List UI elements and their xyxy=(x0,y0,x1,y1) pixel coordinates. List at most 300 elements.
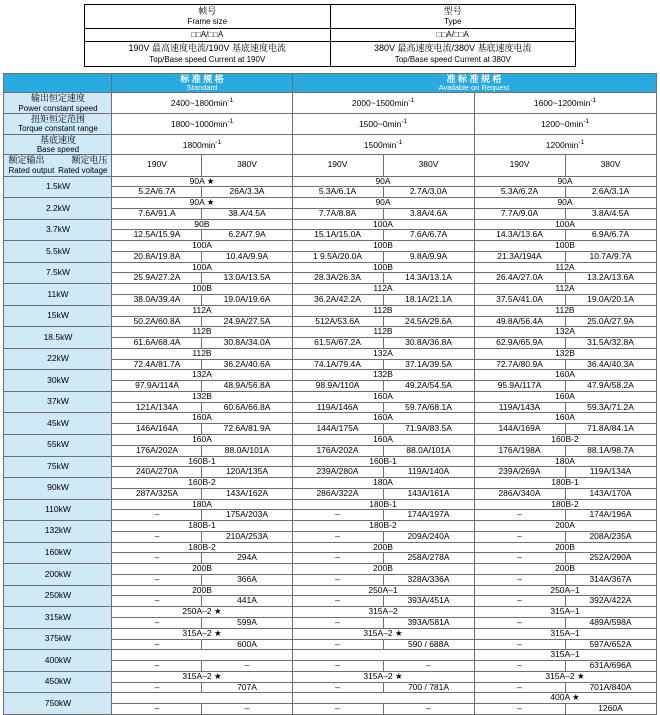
current-value-6: 36.4A/40.3A xyxy=(565,359,656,370)
output-label: 750kW xyxy=(4,693,112,715)
current-value-3: 286A/322A xyxy=(292,488,383,499)
label-base-speed: 基底速度 Base speed xyxy=(4,134,112,155)
table-row-frame xyxy=(4,305,656,316)
current-value-5: 119A/143A xyxy=(474,402,565,413)
current-value-1: 72.4A/81.7A xyxy=(112,359,202,370)
output-label: 250kW xyxy=(4,585,112,607)
output-label: 11kW xyxy=(4,284,112,306)
current-value-6: 31.5A/32.8A xyxy=(565,338,656,349)
current-value-2: 48.9A/56.8A xyxy=(202,381,292,392)
frame-req2: 400A ★ xyxy=(474,693,656,704)
current-value-6: 174A/196A xyxy=(565,510,656,521)
frame-req2: 315A–1 xyxy=(474,650,656,661)
current-value-6: 13.2A/13.6A xyxy=(565,273,656,284)
current-value-5: – xyxy=(474,617,565,628)
current-value-2: 36.2A/40.6A xyxy=(202,359,292,370)
current-380v-en: Top/Base speed Current at 380V xyxy=(394,54,511,64)
output-label: 75kW xyxy=(4,456,112,478)
frame-standard: 100A xyxy=(112,241,292,252)
frame-standard: 200B xyxy=(112,585,292,596)
frame-standard: 100A xyxy=(112,262,292,273)
base-speed-standard: $1800\min^{-1}$ xyxy=(112,134,292,155)
power-constant-speed-req2: $1600\sim 1200\min^{-1}$ xyxy=(474,93,656,114)
output-label: 18.5kW xyxy=(4,327,112,349)
current-value-4: 393A/451A xyxy=(383,596,474,607)
current-value-1: – xyxy=(112,596,202,607)
current-value-2: 707A xyxy=(202,682,292,693)
current-value-5: – xyxy=(474,574,565,585)
table-row-frame xyxy=(4,564,656,575)
frame-req1: 90A xyxy=(292,198,474,209)
current-value-4: 24.5A/29.6A xyxy=(383,316,474,327)
table-row-frame xyxy=(4,348,656,359)
output-label: 450kW xyxy=(4,671,112,693)
frame-size-header-en: Frame size xyxy=(187,17,228,27)
frame-req2: 112A xyxy=(474,262,656,273)
frame-req2: 180B-2 xyxy=(474,499,656,510)
current-value-2: 600A xyxy=(202,639,292,650)
current-value-6: 631A/696A xyxy=(565,661,656,672)
current-value-3: – xyxy=(292,553,383,564)
current-value-2: 294A xyxy=(202,553,292,564)
power-constant-speed-req1: $2000\sim 1500\min^{-1}$ xyxy=(292,93,474,114)
output-label: 55kW xyxy=(4,434,112,456)
current-value-6: 3.8A/4.5A xyxy=(565,208,656,219)
current-value-5: 72.7A/80.9A xyxy=(474,359,565,370)
frame-req1: 315A–2 ★ xyxy=(292,628,474,639)
frame-standard: 180A xyxy=(112,499,292,510)
current-value-6: 1260A xyxy=(565,704,656,715)
current-value-4: 9.8A/9.9A xyxy=(383,251,474,262)
frame-standard: 180B-2 xyxy=(112,542,292,553)
current-value-4: 2.7A/3.0A xyxy=(383,187,474,198)
torque-constant-range-standard: $1800\sim 1000\min^{-1}$ xyxy=(112,114,292,135)
current-value-6: 701A/840A xyxy=(565,682,656,693)
current-value-5: – xyxy=(474,531,565,542)
current-value-2: 175A/203A xyxy=(202,510,292,521)
current-value-3: – xyxy=(292,510,383,521)
table-row-frame xyxy=(4,521,656,532)
table-row-frame xyxy=(4,370,656,381)
current-value-4: 119A/140A xyxy=(383,467,474,478)
current-value-6: 6.9A/6.7A xyxy=(565,230,656,241)
type-header xyxy=(330,5,576,29)
frame-code-1: □□A/□□A xyxy=(85,29,331,42)
current-value-3: 36.2A/42.2A xyxy=(292,295,383,306)
current-value-2: 143A/162A xyxy=(202,488,292,499)
table-row-frame xyxy=(4,607,656,618)
current-value-3: 28.3A/26.3A xyxy=(292,273,383,284)
frame-req2: 132A xyxy=(474,327,656,338)
frame-req2: 200B xyxy=(474,564,656,575)
current-value-5: 7.7A/9.0A xyxy=(474,208,565,219)
current-value-5: 286A/340A xyxy=(474,488,565,499)
frame-req2: 200A xyxy=(474,521,656,532)
current-value-5: – xyxy=(474,596,565,607)
frame-req1: 250A–1 xyxy=(292,585,474,596)
base-speed-req2: $1200\min^{-1}$ xyxy=(474,134,656,155)
current-value-5: 49.8A/56.4A xyxy=(474,316,565,327)
current-value-6: 59.3A/71.2A xyxy=(565,402,656,413)
type-header-en: Type xyxy=(444,17,462,27)
current-value-1: 176A/202A xyxy=(112,445,202,456)
frame-req1: 160A xyxy=(292,413,474,424)
current-value-2: – xyxy=(202,661,292,672)
current-value-1: 20.8A/19.8A xyxy=(112,251,202,262)
group-header-standard: 标 准 规 格 Standard xyxy=(112,73,292,93)
frame-code-2: □□A/□□A xyxy=(330,29,576,42)
current-380v-cell xyxy=(330,42,576,66)
frame-req1: 200B xyxy=(292,564,474,575)
table-row-frame xyxy=(4,262,656,273)
output-label: 400kW xyxy=(4,650,112,672)
voltage-header-3: 190V xyxy=(292,155,383,177)
current-value-1: 50.2A/60.8A xyxy=(112,316,202,327)
spec-sheet-page xyxy=(0,4,660,714)
row-base-speed xyxy=(4,134,656,155)
current-value-6: 2.6A/3.1A xyxy=(565,187,656,198)
current-value-3: 74.1A/79.4A xyxy=(292,359,383,370)
frame-req1 xyxy=(292,650,474,661)
current-value-5: – xyxy=(474,639,565,650)
frame-req2: 200B xyxy=(474,542,656,553)
output-label: 160kW xyxy=(4,542,112,564)
table-row-frame xyxy=(4,391,656,402)
current-value-2: 24.9A/27.5A xyxy=(202,316,292,327)
group-header-blank xyxy=(4,73,112,93)
frame-standard: 112B xyxy=(112,348,292,359)
group-header-available: 准 标 准 规 格 Available on Request xyxy=(292,73,656,93)
row-torque-constant-range xyxy=(4,114,656,135)
frame-standard: 160B-2 xyxy=(112,478,292,489)
table-row-frame xyxy=(4,585,656,596)
frame-req1: 132A xyxy=(292,348,474,359)
current-value-1: – xyxy=(112,510,202,521)
current-value-5: 5.3A/6.2A xyxy=(474,187,565,198)
current-value-3: 98.9A/110A xyxy=(292,381,383,392)
frame-req1: 112B xyxy=(292,305,474,316)
current-value-5: 95.9A/117A xyxy=(474,381,565,392)
output-label: 2.2kW xyxy=(4,198,112,220)
type-header-cn: 型号 xyxy=(443,6,462,16)
current-value-2: 88.0A/101A xyxy=(202,445,292,456)
output-label: 315kW xyxy=(4,607,112,629)
current-value-5: – xyxy=(474,510,565,521)
current-value-5: 239A/269A xyxy=(474,467,565,478)
current-value-2: 19.0A/19.6A xyxy=(202,295,292,306)
current-value-1: 287A/325A xyxy=(112,488,202,499)
current-value-3: – xyxy=(292,617,383,628)
current-value-5: 14.3A/13.6A xyxy=(474,230,565,241)
current-value-3: 512A/53.6A xyxy=(292,316,383,327)
current-value-4: 14.3A/13.1A xyxy=(383,273,474,284)
frame-req1: 200B xyxy=(292,542,474,553)
current-value-3: 5.3A/6.1A xyxy=(292,187,383,198)
frame-req2: 90A xyxy=(474,198,656,209)
frame-req1: 180B-2 xyxy=(292,521,474,532)
voltage-header-2: 380V xyxy=(202,155,292,177)
frame-req1: 100B xyxy=(292,262,474,273)
frame-req2: 160A xyxy=(474,370,656,381)
frame-standard: 315A–2 ★ xyxy=(112,671,292,682)
current-value-1: 240A/270A xyxy=(112,467,202,478)
frame-req2: 315A–1 xyxy=(474,607,656,618)
current-value-1: – xyxy=(112,617,202,628)
frame-standard: 200B xyxy=(112,564,292,575)
current-value-1: 7.6A/91.A xyxy=(112,208,202,219)
current-value-1: 5.2A/6.7A xyxy=(112,187,202,198)
current-value-1: 97.9A/114A xyxy=(112,381,202,392)
output-label: 7.5kW xyxy=(4,262,112,284)
frame-req2: 180B-1 xyxy=(474,478,656,489)
current-value-5: 176A/198A xyxy=(474,445,565,456)
table-row-frame xyxy=(4,176,656,187)
output-label: 375kW xyxy=(4,628,112,650)
current-value-5: – xyxy=(474,661,565,672)
frame-req1: 180A xyxy=(292,478,474,489)
current-value-4: 590 / 688A xyxy=(383,639,474,650)
current-value-1: – xyxy=(112,531,202,542)
label-torque-constant-range: 扭矩恒定范围 Torque constant range xyxy=(4,114,112,135)
table-row-frame xyxy=(4,628,656,639)
current-value-3: – xyxy=(292,704,383,715)
voltage-header-1: 190V xyxy=(112,155,202,177)
table-row-frame xyxy=(4,456,656,467)
current-value-3: – xyxy=(292,531,383,542)
current-value-4: 59.7A/68.1A xyxy=(383,402,474,413)
current-value-3: 239A/280A xyxy=(292,467,383,478)
group-header-row xyxy=(4,73,656,93)
output-label: 90kW xyxy=(4,478,112,500)
current-value-2: 210A/253A xyxy=(202,531,292,542)
output-label: 45kW xyxy=(4,413,112,435)
frame-standard: 90A ★ xyxy=(112,198,292,209)
current-380v-cn: 380V 最高速度电流/380V 基底速度电流 xyxy=(373,43,532,54)
current-value-1: 146A/164A xyxy=(112,424,202,435)
frame-standard: 160A xyxy=(112,413,292,424)
output-label: 37kW xyxy=(4,391,112,413)
frame-req2: 180A xyxy=(474,456,656,467)
current-value-5: 37.5A/41.0A xyxy=(474,295,565,306)
output-label: 110kW xyxy=(4,499,112,521)
current-value-3: – xyxy=(292,596,383,607)
current-value-6: 88.1A/98.7A xyxy=(565,445,656,456)
current-value-4: 209A/240A xyxy=(383,531,474,542)
output-label: 22kW xyxy=(4,348,112,370)
frame-standard: 132B xyxy=(112,391,292,402)
frame-type-header-table xyxy=(84,4,576,67)
current-value-2: 120A/135A xyxy=(202,467,292,478)
frame-req1: 180B-1 xyxy=(292,499,474,510)
frame-req1: 112A xyxy=(292,284,474,295)
current-value-1: 61.6A/68.4A xyxy=(112,338,202,349)
current-value-3: – xyxy=(292,574,383,585)
table-row-frame xyxy=(4,478,656,489)
frame-standard xyxy=(112,693,292,704)
output-label: 3.7kW xyxy=(4,219,112,241)
table-row-frame xyxy=(4,499,656,510)
current-value-2: 30.8A/34.0A xyxy=(202,338,292,349)
current-value-2: 366A xyxy=(202,574,292,585)
frame-req1: 160A xyxy=(292,391,474,402)
output-label: 1.5kW xyxy=(4,176,112,198)
output-label: 200kW xyxy=(4,564,112,586)
table-row-frame xyxy=(4,327,656,338)
current-value-4: 143A/161A xyxy=(383,488,474,499)
current-value-2: 599A xyxy=(202,617,292,628)
frame-standard: 250A–2 ★ xyxy=(112,607,292,618)
current-value-1: 38.0A/39.4A xyxy=(112,295,202,306)
frame-req2: 160A xyxy=(474,391,656,402)
current-value-6: 71.8A/84.1A xyxy=(565,424,656,435)
current-value-4: 700 / 781A xyxy=(383,682,474,693)
current-value-4: 37.1A/39.5A xyxy=(383,359,474,370)
torque-constant-range-req2: $1200\sim 0\min^{-1}$ xyxy=(474,114,656,135)
frame-standard: 160B-1 xyxy=(112,456,292,467)
table-row-frame xyxy=(4,198,656,209)
current-value-1: 121A/134A xyxy=(112,402,202,413)
current-190v-cn: 190V 最高速度电流/190V 基底速度电流 xyxy=(128,43,287,54)
frame-standard: 315A–2 ★ xyxy=(112,628,292,639)
current-value-4: 49.2A/54.5A xyxy=(383,381,474,392)
table-row-frame xyxy=(4,650,656,661)
frame-req1: 132B xyxy=(292,370,474,381)
current-value-2: 26A/3.3A xyxy=(202,187,292,198)
frame-req1: 160A xyxy=(292,434,474,445)
current-value-5: 62.9A/65.9A xyxy=(474,338,565,349)
current-190v-cell xyxy=(85,42,331,66)
current-value-3: 7.7A/8.8A xyxy=(292,208,383,219)
current-value-4: 71.9A/83.5A xyxy=(383,424,474,435)
frame-standard: 112A xyxy=(112,305,292,316)
frame-req2: 315A–2 ★ xyxy=(474,671,656,682)
current-value-5: – xyxy=(474,553,565,564)
specification-table xyxy=(3,73,656,715)
voltage-header-5: 190V xyxy=(474,155,565,177)
current-value-3: 15.1A/15.0A xyxy=(292,230,383,241)
frame-standard: 112B xyxy=(112,327,292,338)
current-value-1: – xyxy=(112,682,202,693)
frame-standard: 90B xyxy=(112,219,292,230)
frame-req2: 100A xyxy=(474,219,656,230)
current-value-3: 119A/146A xyxy=(292,402,383,413)
frame-req2: 315A–1 xyxy=(474,628,656,639)
frame-standard: 100B xyxy=(112,284,292,295)
current-value-3: – xyxy=(292,639,383,650)
current-value-2: 10.4A/9.9A xyxy=(202,251,292,262)
current-value-1: – xyxy=(112,553,202,564)
current-value-4: 30.8A/36.8A xyxy=(383,338,474,349)
voltage-header-6: 380V xyxy=(565,155,656,177)
current-value-6: 314A/367A xyxy=(565,574,656,585)
current-value-4: 393A/581A xyxy=(383,617,474,628)
current-value-4: – xyxy=(383,661,474,672)
table-row-frame xyxy=(4,671,656,682)
current-value-6: 25.0A/27.9A xyxy=(565,316,656,327)
row-power-constant-speed xyxy=(4,93,656,114)
frame-req2: 112A xyxy=(474,284,656,295)
table-row-frame xyxy=(4,284,656,295)
frame-req1 xyxy=(292,693,474,704)
frame-size-header xyxy=(85,5,331,29)
frame-req2: 132B xyxy=(474,348,656,359)
output-label: 15kW xyxy=(4,305,112,327)
current-value-1: 25.9A/27.2A xyxy=(112,273,202,284)
frame-standard xyxy=(112,650,292,661)
row-rated-voltage xyxy=(4,155,656,177)
table-row-frame xyxy=(4,413,656,424)
table-row-frame xyxy=(4,241,656,252)
label-rated-voltage: 额定输出 Rated output 额定电压 Rated voltage xyxy=(4,155,112,177)
current-value-6: 10.7A/9.7A xyxy=(565,251,656,262)
label-power-constant-speed: 输出恒定速度 Power constant speed xyxy=(4,93,112,114)
frame-req1: 160B-1 xyxy=(292,456,474,467)
current-value-2: 13.0A/13.5A xyxy=(202,273,292,284)
current-value-4: 258A/278A xyxy=(383,553,474,564)
current-value-3: 144A/175A xyxy=(292,424,383,435)
current-value-3: 176A/202A xyxy=(292,445,383,456)
current-value-1: – xyxy=(112,639,202,650)
current-value-4: 328A/336A xyxy=(383,574,474,585)
current-value-3: – xyxy=(292,682,383,693)
table-row-frame xyxy=(4,693,656,704)
current-value-5: 144A/169A xyxy=(474,424,565,435)
voltage-header-4: 380V xyxy=(383,155,474,177)
table-row-frame xyxy=(4,434,656,445)
current-value-4: – xyxy=(383,704,474,715)
current-value-6: 392A/422A xyxy=(565,596,656,607)
current-value-1: – xyxy=(112,704,202,715)
current-value-6: 143A/170A xyxy=(565,488,656,499)
frame-size-header-cn: 帧号 xyxy=(198,6,217,16)
current-value-4: 88.0A/101A xyxy=(383,445,474,456)
current-value-2: 38.A/4.5A xyxy=(202,208,292,219)
frame-req1: 315A–2 xyxy=(292,607,474,618)
frame-req2: 90A xyxy=(474,176,656,187)
current-value-6: 119A/134A xyxy=(565,467,656,478)
output-label: 30kW xyxy=(4,370,112,392)
current-value-1: – xyxy=(112,661,202,672)
power-constant-speed-standard: $2400\sim 1800\min^{-1}$ xyxy=(112,93,292,114)
current-value-4: 3.8A/4.6A xyxy=(383,208,474,219)
current-value-5: – xyxy=(474,704,565,715)
current-value-6: 47.9A/58.2A xyxy=(565,381,656,392)
frame-req1: 112B xyxy=(292,327,474,338)
current-value-2: 60.6A/66.8A xyxy=(202,402,292,413)
frame-req2: 100B xyxy=(474,241,656,252)
current-value-3: 1 9.5A/20.0A xyxy=(292,251,383,262)
frame-req1: 90A xyxy=(292,176,474,187)
current-value-4: 7.6A/6.7A xyxy=(383,230,474,241)
current-value-5: – xyxy=(474,682,565,693)
table-row-frame xyxy=(4,542,656,553)
current-value-2: – xyxy=(202,704,292,715)
current-value-6: 19.0A/20.1A xyxy=(565,295,656,306)
frame-req2: 112B xyxy=(474,305,656,316)
current-190v-en: Top/Base speed Current at 190V xyxy=(149,54,266,64)
current-value-2: 6.2A/7.9A xyxy=(202,230,292,241)
output-label: 132kW xyxy=(4,521,112,543)
frame-req2: 250A–1 xyxy=(474,585,656,596)
frame-standard: 160A xyxy=(112,434,292,445)
current-value-2: 72.6A/81.9A xyxy=(202,424,292,435)
frame-standard: 90A ★ xyxy=(112,176,292,187)
table-row-frame xyxy=(4,219,656,230)
current-value-3: 61.5A/67.2A xyxy=(292,338,383,349)
current-value-5: 21.3A/194A xyxy=(474,251,565,262)
frame-req1: 100B xyxy=(292,241,474,252)
current-value-5: 26.4A/27.0A xyxy=(474,273,565,284)
